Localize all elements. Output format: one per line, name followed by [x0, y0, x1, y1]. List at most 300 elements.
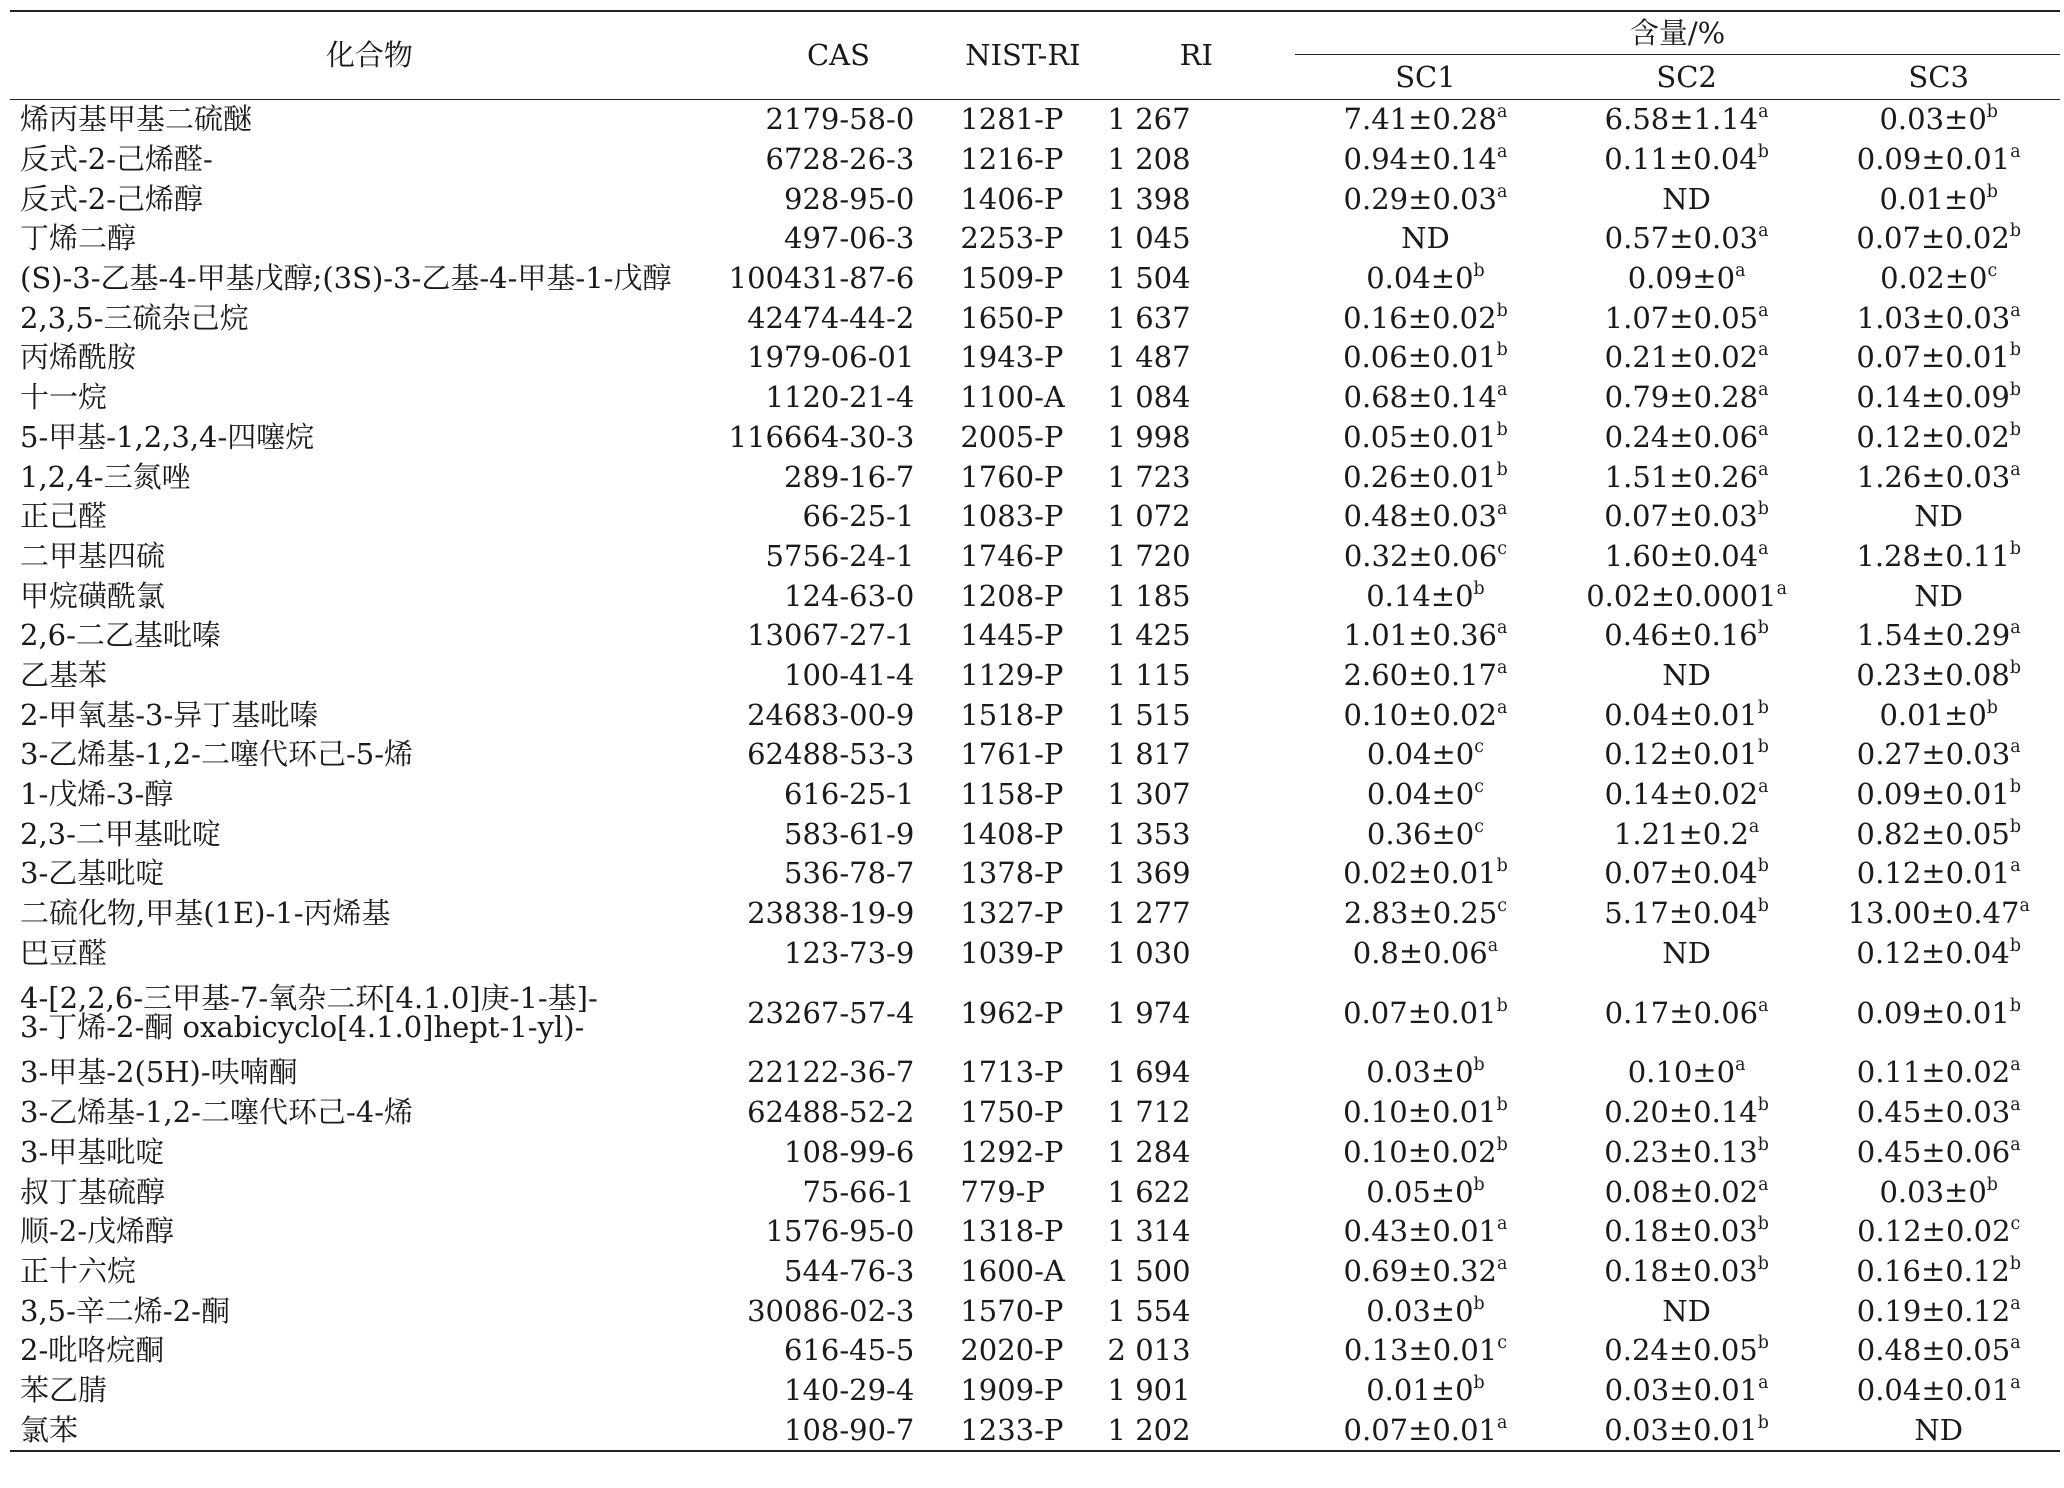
compound-name: [10, 695, 729, 735]
nist-ri-text: 1408-P: [960, 816, 1064, 851]
sc3-text: 0.12±0.04: [1856, 935, 2010, 970]
table-row: [10, 259, 2060, 299]
sc1-value: [1295, 1133, 1556, 1173]
cas-number: [729, 1133, 949, 1173]
sc3-text: 1.28±0.11: [1856, 538, 2010, 573]
sc2-significance: a: [1735, 260, 1746, 281]
cas-number-text: 66-25-1: [802, 499, 915, 534]
compound-name: [10, 775, 729, 815]
sc3-significance: a: [2010, 1094, 2021, 1115]
cas-number-text: 140-29-4: [784, 1372, 915, 1407]
compound-name: [10, 616, 729, 656]
compound-name-text: 丙烯酰胺: [20, 340, 137, 375]
sc1-value: [1295, 616, 1556, 656]
sc1-text: 0.05±0.01: [1343, 419, 1497, 454]
cas-number: [729, 378, 949, 418]
table-row: [10, 179, 2060, 219]
nist-ri-text: 1943-P: [960, 340, 1064, 375]
sc2-text: 0.11±0.04: [1604, 142, 1758, 177]
nist-ri-value: [948, 1252, 1097, 1292]
sc2-value: [1556, 1172, 1818, 1212]
sc2-value: [1556, 378, 1818, 418]
ri-value: [1098, 735, 1296, 775]
sc2-value: [1556, 814, 1818, 854]
sc2-value: [1556, 1093, 1818, 1133]
sc2-text: 0.08±0.02: [1604, 1174, 1759, 1209]
sc2-text: 0.46±0.16: [1604, 618, 1758, 653]
nist-ri-text: 1962-P: [960, 995, 1064, 1030]
compound-name-text: 正己醛: [20, 499, 108, 534]
nist-ri-value: [948, 418, 1097, 458]
sc2-value: [1556, 1053, 1818, 1093]
sc3-value: [1817, 775, 2060, 815]
table-row: [10, 537, 2060, 577]
sc3-significance: b: [2009, 340, 2021, 361]
header-sc1: SC1: [1395, 59, 1456, 94]
sc1-text: 0.69±0.32: [1343, 1253, 1497, 1288]
compound-name-text-line2: 3-丁烯-2-酮 oxabicyclo[4.1.0]hept-1-yl)-: [20, 1010, 585, 1045]
nist-ri-value: [948, 1212, 1097, 1252]
sc1-value: [1295, 338, 1556, 378]
sc3-value: [1817, 100, 2060, 140]
sc1-value: [1295, 259, 1556, 299]
table-row: [10, 1093, 2060, 1133]
cas-number: [729, 298, 949, 338]
sc1-significance: b: [1473, 1372, 1485, 1393]
sc2-significance: a: [1758, 538, 1769, 559]
compound-name-text: 3-乙烯基-1,2-二噻代环己-4-烯: [20, 1095, 414, 1130]
sc2-text: ND: [1662, 657, 1711, 692]
sc1-value: [1295, 457, 1556, 497]
ri-value: [1098, 1053, 1296, 1093]
sc1-significance: a: [1496, 697, 1508, 718]
header-ri: RI: [1179, 38, 1213, 72]
sc3-value: [1817, 854, 2060, 894]
ri-value: [1098, 814, 1296, 854]
cas-number: [729, 1093, 949, 1133]
sc1-significance: a: [1496, 181, 1508, 202]
sc2-text: 0.18±0.03: [1604, 1214, 1758, 1249]
sc3-significance: a: [2010, 459, 2021, 480]
sc2-significance: a: [1758, 221, 1769, 242]
cas-number: [729, 1053, 949, 1093]
header-cas: CAS: [806, 38, 870, 72]
compound-name: [10, 298, 729, 338]
sc3-text: 0.16±0.12: [1856, 1253, 2010, 1288]
sc1-value: [1295, 298, 1556, 338]
sc1-significance: b: [1496, 1094, 1508, 1115]
sc2-significance: a: [1758, 300, 1769, 321]
ri-text: 1 072: [1107, 499, 1191, 534]
sc2-text: 0.07±0.04: [1604, 856, 1758, 891]
cas-number: [729, 854, 949, 894]
sc3-text: 0.23±0.08: [1856, 657, 2010, 692]
ri-value: [1098, 854, 1296, 894]
sc2-text: 0.24±0.05: [1604, 1333, 1758, 1368]
nist-ri-value: [948, 1133, 1097, 1173]
sc1-significance: b: [1496, 300, 1508, 321]
cas-number-text: 616-25-1: [784, 777, 915, 812]
compound-name-text: 顺-2-戊烯醇: [20, 1214, 175, 1249]
compound-name-text: 2,6-二乙基吡嗪: [20, 618, 221, 653]
nist-ri-text: 1746-P: [960, 538, 1064, 573]
sc2-value: [1556, 298, 1818, 338]
ri-text: 2 013: [1107, 1333, 1191, 1368]
cas-number: [729, 1212, 949, 1252]
cas-number-text: 928-95-0: [784, 181, 915, 216]
cas-number-text: 583-61-9: [784, 816, 915, 851]
sc2-text: 0.57±0.03: [1604, 221, 1759, 256]
nist-ri-value: [948, 1371, 1097, 1411]
sc3-significance: b: [2009, 995, 2021, 1016]
compound-name-text: (S)-3-乙基-4-甲基戊醇;(3S)-3-乙基-4-甲基-1-戊醇: [20, 261, 672, 296]
sc1-value: [1295, 1212, 1556, 1252]
compound-name: [10, 497, 729, 537]
compound-name-text: 4-[2,2,6-三甲基-7-氧杂二环[4.1.0]庚-1-基]-: [20, 981, 598, 1016]
sc3-text: 13.00±0.47: [1847, 896, 2020, 931]
nist-ri-value: [948, 775, 1097, 815]
compound-name-text: 5-甲基-1,2,3,4-四噻烷: [20, 419, 315, 454]
sc3-text: 0.27±0.03: [1856, 737, 2011, 772]
table-row: [10, 457, 2060, 497]
compound-name: [10, 1252, 729, 1292]
sc2-value: [1556, 537, 1818, 577]
table-row: [10, 140, 2060, 180]
table-row: [10, 100, 2060, 140]
sc3-value: [1817, 259, 2060, 299]
sc1-value: [1295, 814, 1556, 854]
compound-name: [10, 894, 729, 934]
ri-text: 1 369: [1107, 856, 1191, 891]
sc2-value: [1556, 1410, 1818, 1451]
sc2-significance: b: [1757, 1134, 1769, 1155]
sc1-value: [1295, 576, 1556, 616]
ri-value: [1098, 497, 1296, 537]
sc2-text: 0.20±0.14: [1604, 1095, 1758, 1130]
sc2-text: 0.23±0.13: [1604, 1134, 1758, 1169]
ri-value: [1098, 1371, 1296, 1411]
nist-ri-value: [948, 1172, 1097, 1212]
sc3-text: 0.01±0: [1879, 181, 1987, 216]
sc1-text: 0.01±0: [1366, 1372, 1474, 1407]
compound-name: [10, 1371, 729, 1411]
sc3-text: 0.09±0.01: [1856, 995, 2010, 1030]
sc3-value: [1817, 378, 2060, 418]
sc2-value: [1556, 576, 1818, 616]
compound-name-text: 正十六烷: [20, 1253, 137, 1288]
ri-value: [1098, 100, 1296, 140]
sc3-significance: c: [1987, 260, 1998, 281]
sc2-significance: b: [1757, 1094, 1769, 1115]
sc2-significance: a: [1758, 102, 1769, 123]
sc3-value: [1817, 1133, 2060, 1173]
cas-number: [729, 537, 949, 577]
sc1-text: 0.36±0: [1366, 816, 1475, 851]
nist-ri-value: [948, 219, 1097, 259]
compound-name: [10, 1133, 729, 1173]
sc2-text: 0.12±0.01: [1604, 737, 1758, 772]
nist-ri-value: [948, 140, 1097, 180]
compound-name: [10, 814, 729, 854]
cas-number: [729, 735, 949, 775]
nist-ri-text: 1909-P: [960, 1372, 1064, 1407]
sc1-significance: a: [1496, 141, 1508, 162]
cas-number-text: 536-78-7: [784, 856, 915, 891]
sc2-value: [1556, 457, 1818, 497]
compound-name-text: 3,5-辛二烯-2-酮: [20, 1293, 230, 1328]
sc1-significance: b: [1473, 1055, 1485, 1076]
cas-number-text: 123-73-9: [784, 935, 915, 970]
table-row: [10, 656, 2060, 696]
sc2-significance: b: [1757, 697, 1769, 718]
sc2-value: [1556, 735, 1818, 775]
compound-name: [10, 259, 729, 299]
table-row: [10, 497, 2060, 537]
sc3-value: [1817, 1172, 2060, 1212]
sc2-text: 0.24±0.06: [1604, 419, 1759, 454]
sc3-significance: a: [2010, 141, 2021, 162]
sc2-significance: a: [1758, 379, 1769, 400]
ri-value: [1098, 1331, 1296, 1371]
sc2-text: 1.60±0.04: [1604, 538, 1759, 573]
sc2-value: [1556, 140, 1818, 180]
sc2-text: 1.21±0.2: [1613, 816, 1749, 851]
nist-ri-text: 1713-P: [960, 1055, 1064, 1090]
ri-text: 1 353: [1107, 816, 1191, 851]
nist-ri-value: [948, 854, 1097, 894]
ri-value: [1098, 775, 1296, 815]
sc2-significance: b: [1757, 895, 1769, 916]
sc1-text: 0.04±0: [1366, 737, 1475, 772]
cas-number: [729, 814, 949, 854]
sc2-text: 1.07±0.05: [1604, 300, 1759, 335]
sc2-text: 0.17±0.06: [1604, 995, 1759, 1030]
table-row: [10, 576, 2060, 616]
sc3-text: 0.03±0: [1879, 102, 1987, 137]
sc1-significance: b: [1473, 260, 1485, 281]
compound-name: [10, 378, 729, 418]
header-sc3: SC3: [1908, 59, 1969, 94]
header-sc2: SC2: [1656, 59, 1717, 94]
sc2-text: 0.79±0.28: [1604, 380, 1759, 415]
sc1-text: 0.03±0: [1366, 1293, 1474, 1328]
sc2-value: [1556, 1291, 1818, 1331]
ri-text: 1 267: [1107, 102, 1191, 137]
ri-value: [1098, 973, 1296, 1053]
sc3-text: 0.45±0.06: [1856, 1134, 2011, 1169]
compound-name-text: 2-甲氧基-3-异丁基吡嗪: [20, 697, 319, 732]
sc2-significance: a: [1758, 776, 1769, 797]
sc3-significance: b: [2009, 776, 2021, 797]
sc1-value: [1295, 537, 1556, 577]
sc3-value: [1817, 576, 2060, 616]
cas-number-text: 6728-26-3: [765, 142, 915, 177]
ri-value: [1098, 1212, 1296, 1252]
cas-number: [729, 1331, 949, 1371]
table-row: [10, 338, 2060, 378]
ri-value: [1098, 616, 1296, 656]
nist-ri-text: 1281-P: [960, 102, 1064, 137]
sc3-text: 0.02±0: [1880, 261, 1988, 296]
ri-value: [1098, 576, 1296, 616]
sc3-significance: c: [2010, 1214, 2021, 1235]
ri-text: 1 045: [1107, 221, 1191, 256]
sc2-significance: b: [1757, 499, 1769, 520]
header-compound: 化合物: [325, 38, 413, 72]
compound-name-text: 3-乙烯基-1,2-二噻代环己-5-烯: [20, 737, 414, 772]
sc3-text: 0.82±0.05: [1856, 816, 2010, 851]
sc3-value: [1817, 179, 2060, 219]
table-row: [10, 1133, 2060, 1173]
ri-text: 1 425: [1107, 618, 1191, 653]
compound-table: [10, 10, 2060, 1452]
sc1-significance: c: [1497, 538, 1508, 559]
sc1-value: [1295, 140, 1556, 180]
cas-number: [729, 656, 949, 696]
sc3-text: 0.45±0.03: [1856, 1095, 2011, 1130]
sc2-text: ND: [1662, 1293, 1711, 1328]
sc1-text: 0.02±0.01: [1343, 856, 1497, 891]
nist-ri-text: 1445-P: [960, 618, 1064, 653]
ri-text: 1 084: [1107, 380, 1191, 415]
sc3-significance: a: [2010, 856, 2021, 877]
header-row-top: [10, 11, 2060, 55]
ri-text: 1 185: [1107, 578, 1191, 613]
nist-ri-value: [948, 179, 1097, 219]
sc3-value: [1817, 1252, 2060, 1292]
sc3-value: [1817, 814, 2060, 854]
sc3-value: [1817, 1053, 2060, 1093]
cas-number-text: 1979-06-01: [747, 340, 915, 375]
cas-number-text: 75-66-1: [802, 1174, 915, 1209]
cas-number-text: 116664-30-3: [728, 419, 915, 454]
compound-name-text: 2,3-二甲基吡啶: [20, 816, 221, 851]
sc1-text: 0.04±0: [1366, 777, 1475, 812]
sc1-value: [1295, 1172, 1556, 1212]
ri-value: [1098, 140, 1296, 180]
nist-ri-text: 1208-P: [960, 578, 1064, 613]
sc2-significance: b: [1757, 1214, 1769, 1235]
table-row: [10, 933, 2060, 973]
cas-number: [729, 259, 949, 299]
sc3-text: 1.54±0.29: [1856, 618, 2011, 653]
ri-text: 1 554: [1107, 1293, 1191, 1328]
sc1-text: 0.43±0.01: [1343, 1214, 1497, 1249]
sc1-significance: c: [1474, 737, 1484, 758]
sc2-value: [1556, 259, 1818, 299]
sc2-text: 0.14±0.02: [1604, 777, 1759, 812]
sc3-significance: a: [2010, 737, 2021, 758]
cas-number-text: 1576-95-0: [765, 1214, 915, 1249]
ri-value: [1098, 933, 1296, 973]
nist-ri-text: 2005-P: [960, 419, 1064, 454]
sc1-significance: a: [1496, 379, 1508, 400]
nist-ri-value: [948, 1053, 1097, 1093]
sc3-text: 0.03±0: [1879, 1174, 1987, 1209]
nist-ri-text: 1318-P: [960, 1214, 1064, 1249]
sc2-text: 0.02±0.0001: [1586, 578, 1777, 613]
sc1-value: [1295, 1410, 1556, 1451]
ri-text: 1 504: [1107, 261, 1191, 296]
sc3-value: [1817, 1410, 2060, 1451]
nist-ri-text: 1760-P: [960, 459, 1064, 494]
cas-number: [729, 894, 949, 934]
nist-ri-text: 1233-P: [960, 1412, 1064, 1447]
ri-text: 1 974: [1107, 995, 1191, 1030]
compound-name: [10, 457, 729, 497]
cas-number: [729, 1252, 949, 1292]
sc1-value: [1295, 973, 1556, 1053]
cas-number-text: 30086-02-3: [747, 1293, 915, 1328]
compound-name-text: 氯苯: [20, 1412, 79, 1447]
sc3-text: 0.07±0.01: [1856, 340, 2010, 375]
sc3-value: [1817, 497, 2060, 537]
sc2-value: [1556, 497, 1818, 537]
sc2-significance: b: [1757, 141, 1769, 162]
sc2-text: 0.03±0.01: [1604, 1372, 1759, 1407]
sc3-significance: a: [2019, 895, 2030, 916]
compound-name-text: 3-乙基吡啶: [20, 856, 165, 891]
sc1-value: [1295, 1093, 1556, 1133]
ri-value: [1098, 457, 1296, 497]
sc3-significance: b: [2009, 538, 2021, 559]
ri-text: 1 500: [1107, 1253, 1191, 1288]
ri-value: [1098, 338, 1296, 378]
cas-number-text: 2179-58-0: [765, 102, 915, 137]
nist-ri-value: [948, 378, 1097, 418]
nist-ri-value: [948, 259, 1097, 299]
compound-name: [10, 140, 729, 180]
cas-number-text: 616-45-5: [784, 1333, 915, 1368]
table-row: [10, 616, 2060, 656]
table-row: [10, 894, 2060, 934]
compound-name: [10, 219, 729, 259]
nist-ri-value: [948, 656, 1097, 696]
sc2-significance: b: [1757, 737, 1769, 758]
sc3-significance: b: [1986, 697, 1998, 718]
sc1-text: 0.48±0.03: [1343, 499, 1497, 534]
cas-number: [729, 1172, 949, 1212]
sc3-value: [1817, 1331, 2060, 1371]
sc1-text: 0.68±0.14: [1343, 380, 1497, 415]
compound-name-text: 反式-2-己烯醛-: [20, 142, 213, 177]
table-row: [10, 854, 2060, 894]
sc3-text: 0.09±0.01: [1856, 777, 2010, 812]
sc1-value: [1295, 219, 1556, 259]
sc3-significance: b: [2009, 1253, 2021, 1274]
cas-number-text: 13067-27-1: [747, 618, 915, 653]
sc1-text: 0.14±0: [1366, 578, 1474, 613]
table-row: [10, 378, 2060, 418]
sc1-significance: b: [1496, 459, 1508, 480]
sc1-significance: b: [1496, 1134, 1508, 1155]
header-content: 含量/%: [1295, 11, 2060, 55]
sc3-value: [1817, 616, 2060, 656]
sc1-significance: b: [1496, 419, 1508, 440]
sc3-value: [1817, 656, 2060, 696]
ri-value: [1098, 537, 1296, 577]
sc1-significance: b: [1473, 1174, 1485, 1195]
nist-ri-text: 1518-P: [960, 697, 1064, 732]
nist-ri-value: [948, 616, 1097, 656]
nist-ri-text: 1083-P: [960, 499, 1064, 534]
nist-ri-text: 1650-P: [960, 300, 1064, 335]
sc1-text: 0.10±0.02: [1343, 697, 1497, 732]
ri-value: [1098, 219, 1296, 259]
compound-name: [10, 1172, 729, 1212]
compound-name: [10, 854, 729, 894]
sc2-text: ND: [1662, 181, 1711, 216]
